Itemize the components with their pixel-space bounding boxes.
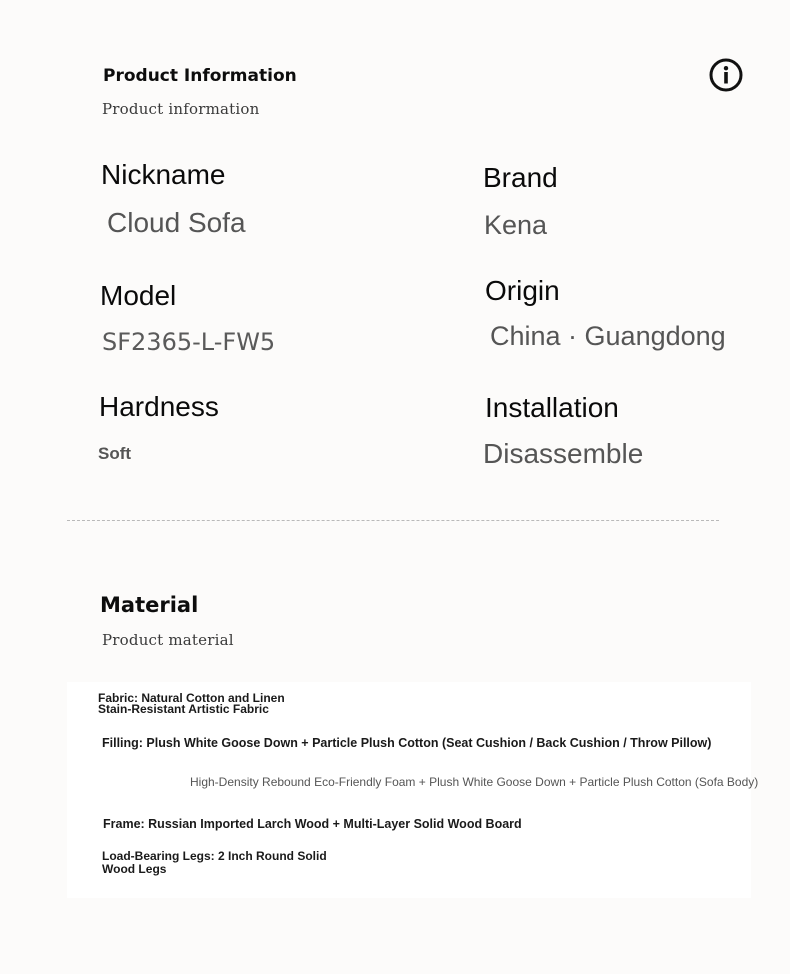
material-title: Material [100,593,199,617]
brand-value: Kena [484,210,548,240]
material-legs [102,850,362,876]
info-circle-icon[interactable] [709,58,743,92]
material-filling-body: High-Density Rebound Eco-Friendly Foam + Plush White Goose Down + Particle Plush Cotton (Sofa Body) [190,775,759,789]
product-info-subtitle: Product information [102,100,260,118]
material-fabric-line-1: Fabric: Natural Cotton and Linen [98,691,285,705]
nickname-value: Cloud Sofa [107,207,246,238]
hardness-value: Soft [98,444,132,463]
material-subtitle: Product material [102,631,234,649]
material-fabric [98,692,358,716]
nickname-label: Nickname [101,159,226,190]
model-value: SF2365-L-FW5 [102,328,276,356]
material-legs-line-2: Wood Legs [102,862,167,876]
material-filling: Filling: Plush White Goose Down + Particle Plush Cotton (Seat Cushion / Back Cushion / Throw Pillow) [102,736,712,750]
material-legs-line-1: Load-Bearing Legs: 2 Inch Round Solid [102,849,327,863]
material-frame: Frame: Russian Imported Larch Wood + Multi-Layer Solid Wood Board [103,817,522,831]
hardness-label: Hardness [99,391,219,422]
brand-label: Brand [483,162,558,193]
installation-value: Disassemble [483,438,644,469]
section-divider [67,520,719,521]
origin-label: Origin [485,275,560,306]
model-label: Model [100,280,177,311]
origin-value: China · Guangdong [490,321,726,351]
material-fabric-line-2: Stain-Resistant Artistic Fabric [98,702,269,716]
product-info-title: Product Information [103,66,297,86]
installation-label: Installation [485,392,619,423]
